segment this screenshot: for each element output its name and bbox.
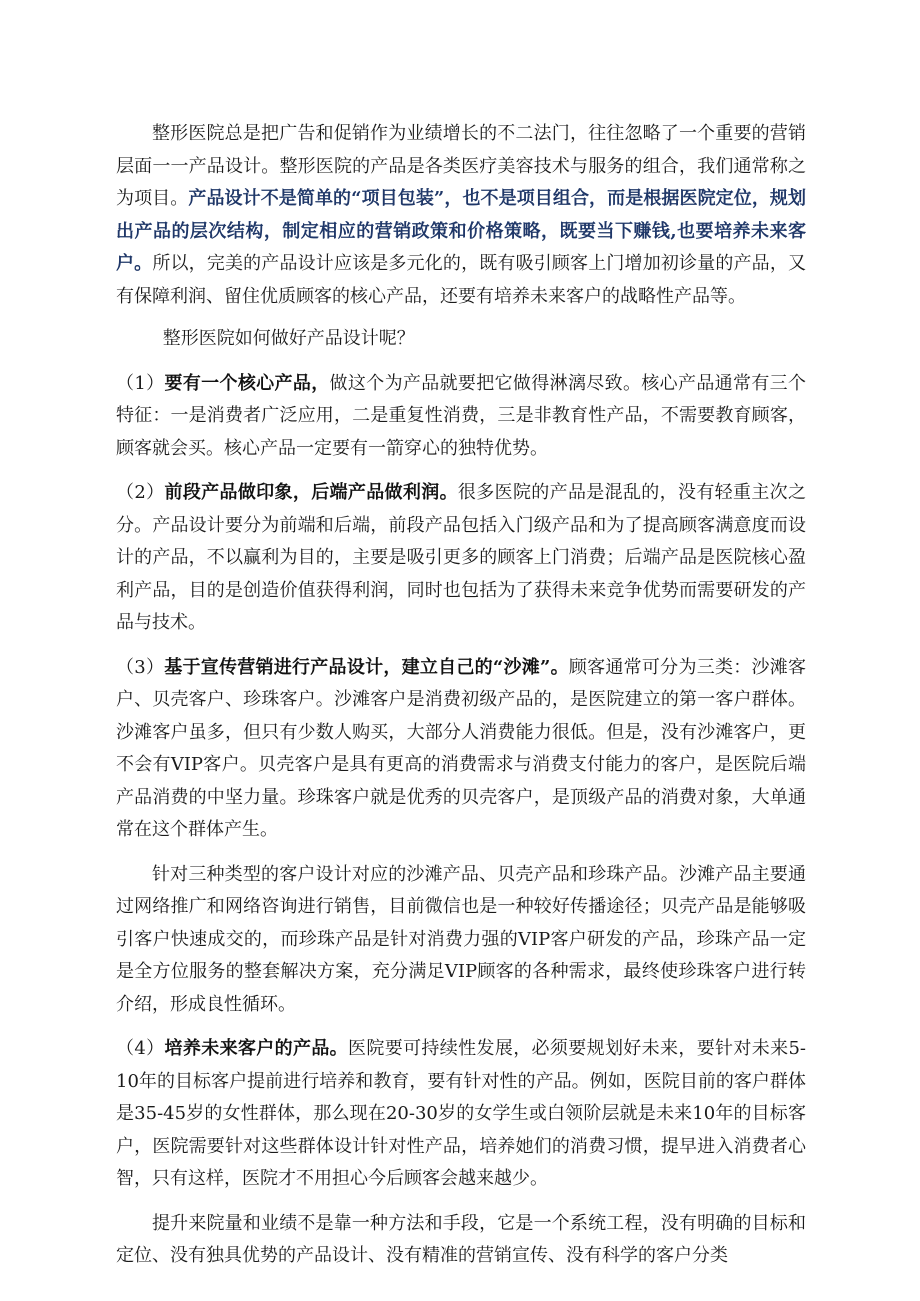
- article-body: [116, 118, 806, 1273]
- section-4-number: （4）: [116, 1038, 165, 1059]
- intro-highlight-text: 产品设计不是简单的“项目包装”，也不是项目组合，而是根据医院定位，规划出产品的层次结构，制定相应的营销政策和价格策略，既要当下赚钱,也要培养未来客户。: [116, 188, 806, 274]
- section-1-body: 做这个为产品就要把它做得淋漓尽致。核心产品通常有三个特征：一是消费者广泛应用，二是重复性消费，三是非教育性产品，不需要教育顾客，顾客就会买。核心产品一定要有一箭穿心的独特优势。: [116, 372, 807, 459]
- section-1-heading: 要有一个核心产品，: [164, 372, 330, 394]
- section-2-body: 很多医院的产品是混乱的，没有轻重主次之分。产品设计要分为前端和后端，前段产品包括入门级产品和为了提高顾客满意度而设计的产品，不以赢利为目的，主要是吸引更多的顾客上门消费；后端产品是医院核心盈利产品，目的是创造价值获得利润，同时也包括为了获得未来竞争优势而需要研发的产品与技术。: [116, 482, 807, 633]
- intro-paragraph: [116, 118, 806, 313]
- question-line: 整形医院如何做好产品设计呢？: [162, 328, 415, 349]
- intro-lead-text: 整形医院总是把广告和促销作为业绩增长的不二法门，往往忽略了一个重要的营销层面一一产品设计。整形医院的产品是各类医疗美容技术与服务的组合，我们通常称之为项目。: [116, 123, 806, 209]
- section-3-number: （3）: [116, 656, 165, 678]
- section-4-heading: 培养未来客户的产品。: [164, 1038, 349, 1059]
- section-2-number: （2）: [116, 482, 165, 503]
- section-3-body: 顾客通常可分为三类：沙滩客户、贝壳客户、珍珠客户。沙滩客户是消费初级产品的，是医院建立的第一客户群体。沙滩客户虽多，但只有少数人购买，大部分人消费能力很低。但是，没有沙滩客户，更不会有VIP客户。贝壳客户是具有更高的消费需求与消费支付能力的客户，是医院后端产品消费的中坚力量。珍珠客户就是优秀的贝壳客户，是顶级产品的消费对象，大单通常在这个群体产生。: [116, 656, 806, 840]
- section-3-heading: 基于宣传营销进行产品设计，建立自己的“沙滩”。: [164, 656, 569, 678]
- intro-rest-text: 所以，完美的产品设计应该是多元化的，既有吸引顾客上门增加初诊量的产品，又有保障利润、留住优质顾客的核心产品，还要有培养未来客户的战略性产品等。: [116, 253, 806, 307]
- section-4: [116, 1033, 806, 1196]
- section-1: [116, 368, 806, 466]
- section-2: [116, 477, 806, 640]
- section-4-body: 医院要可持续性发展，必须要规划好未来，要针对未来5-10年的目标客户提前进行培养和教育，要有针对性的产品。例如，医院目前的客户群体是35-45岁的女性群体，那么现在20-30岁的女学生或白领阶层就是未来10年的目标客户，医院需要针对这些群体设计针对性产品，培养她们的消费习惯，提早进入消费者心智，只有这样，医院才不用担心今后顾客会越来越少。: [116, 1038, 806, 1189]
- products-paragraph: 针对三种类型的客户设计对应的沙滩产品、贝壳产品和珍珠产品。沙滩产品主要通过网络推广和网络咨询进行销售，目前微信也是一种较好传播途径；贝壳产品是能够吸引客户快速成交的，而珍珠产品是针对消费力强的VIP客户研发的产品，珍珠产品一定是全方位服务的整套解决方案，充分满足VIP顾客的各种需求，最终使珍珠客户进行转介绍，形成良性循环。: [116, 863, 806, 1015]
- section-1-number: （1）: [116, 372, 165, 394]
- section-3: [116, 652, 806, 847]
- section-2-heading: 前段产品做印象，后端产品做利润。: [164, 482, 458, 503]
- closing-paragraph: 提升来院量和业绩不是靠一种方法和手段，它是一个系统工程，没有明确的目标和定位、没有独具优势的产品设计、没有精准的营销宣传、没有科学的客户分类: [116, 1212, 806, 1266]
